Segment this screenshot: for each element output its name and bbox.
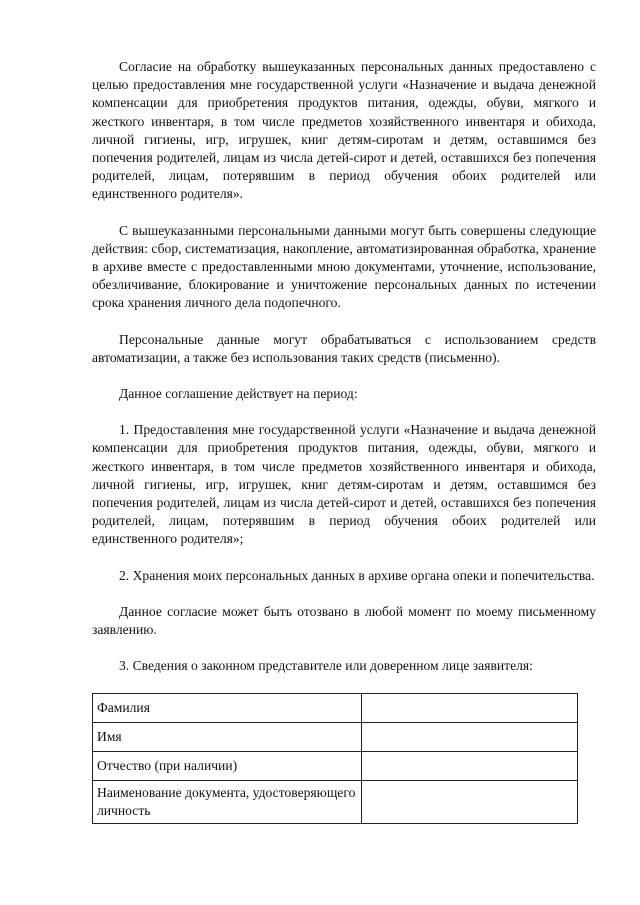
validity-period-heading: Данное соглашение действует на период: bbox=[119, 386, 358, 402]
surname-field[interactable] bbox=[361, 694, 577, 723]
document-page bbox=[92, 58, 596, 824]
representative-section-heading: 3. Сведения о законном представителе или доверенном лице заявителя: bbox=[119, 658, 533, 674]
id-document-field[interactable] bbox=[361, 781, 577, 824]
consent-purpose-paragraph: Согласие на обработку вышеуказанных персональных данных предоставлено с целью предоставления мне государственной услуги «Назначение и выдача денежной компенсации для приобретения продуктов питания, одежды, обуви, мягкого и жесткого инвентаря, в том числе предметов хозяйственного инвентаря и обихода, личной гигиены, игр, игрушек, книг детям-сиротам и детям, оставшимся без попечения родителей, лицам из числа детей-сирот и детей, оставшихся без попечения родителей, лицам, потерявшим в период обучения обоих родителей или единственного родителя». bbox=[92, 59, 596, 202]
surname-label: Фамилия bbox=[93, 694, 362, 723]
patronymic-field[interactable] bbox=[361, 752, 577, 781]
allowed-actions-paragraph: С вышеуказанными персональными данными могут быть совершены следующие действия: сбор, систематизация, накопление, автоматизированная обработка, хранение в архиве вместе с предоставленными мною документами, уточнение, использование, обезличивание, блокирование и уничтожение персональных данных по истечении срока хранения личного дела подопечного. bbox=[92, 222, 596, 311]
first-name-field[interactable] bbox=[361, 723, 577, 752]
id-document-label: Наименование документа, удостоверяющего личность bbox=[93, 781, 362, 824]
representative-info-table bbox=[92, 693, 578, 824]
first-name-label: Имя bbox=[93, 723, 362, 752]
validity-item-2: 2. Хранения моих персональных данных в архиве органа опеки и попечительства. bbox=[119, 567, 595, 583]
patronymic-label: Отчество (при наличии) bbox=[93, 752, 362, 781]
table-row bbox=[93, 752, 578, 781]
table-row bbox=[93, 723, 578, 752]
revocation-paragraph: Данное согласие может быть отозвано в любой момент по моему письменному заявлению. bbox=[92, 603, 596, 638]
validity-item-1: 1. Предоставления мне государственной услуги «Назначение и выдача денежной компенсации для приобретения продуктов питания, одежды, обуви, мягкого и жесткого инвентаря, в том числе предметов хозяйственного инвентаря и обихода, личной гигиены, игр, игрушек, книг детям-сиротам и детям, оставшимся без попечения родителей, лицам из числа детей-сирот и детей, оставшихся без попечения родителей, лицам, потерявшим в период обучения обоих родителей или единственного родителя»; bbox=[92, 422, 596, 547]
table-row bbox=[93, 781, 578, 824]
table-row bbox=[93, 694, 578, 723]
processing-methods-paragraph: Персональные данные могут обрабатываться с использованием средств автоматизации, а также без использования таких средств (письменно). bbox=[92, 331, 596, 365]
